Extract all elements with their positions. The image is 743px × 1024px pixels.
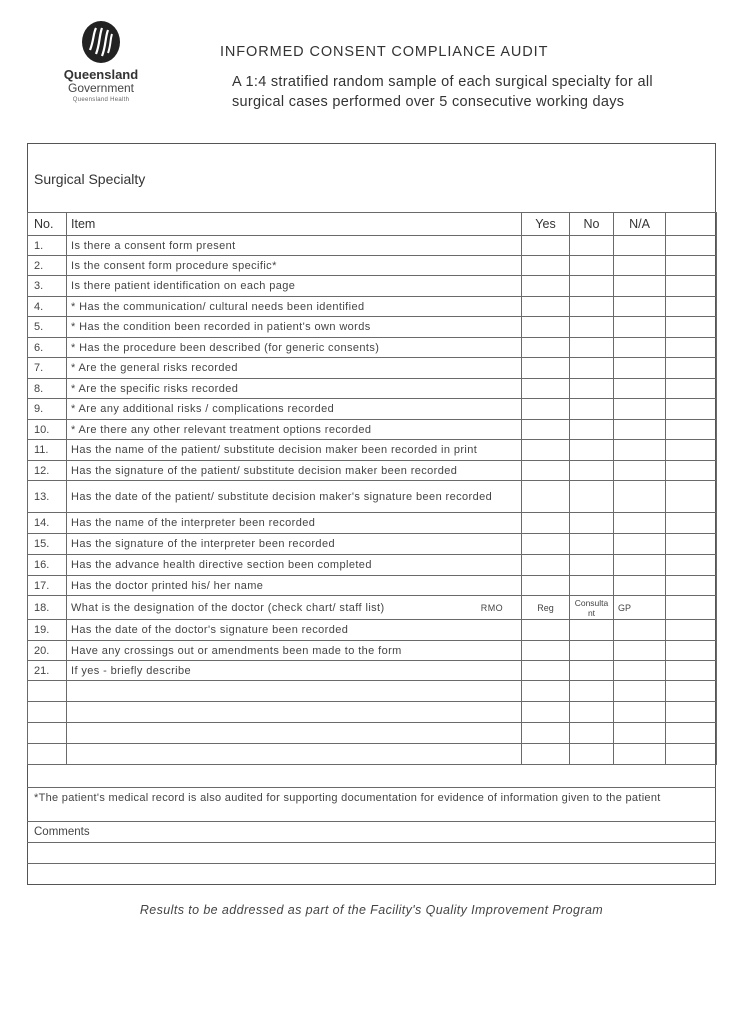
row-item: What is the designation of the doctor (check chart/ staff list) [71,601,385,614]
row-item: * Has the procedure been described (for generic consents) [67,338,522,358]
row-number: 5. [28,317,67,338]
no-cell[interactable] [570,576,614,596]
yes-cell[interactable] [522,358,570,379]
yes-cell[interactable] [522,620,570,641]
row-number: 10. [28,420,67,440]
no-cell[interactable] [570,641,614,661]
table-row [28,236,717,256]
row-item: Has the signature of the patient/ substitute decision maker been recorded [67,461,522,481]
yes-cell[interactable] [522,276,570,297]
yes-cell[interactable] [522,399,570,420]
table-row [28,317,717,338]
table-row [28,555,717,576]
blank-cell [666,534,717,555]
row-item: Has the date of the patient/ substitute decision maker's signature been recorded [67,481,522,513]
table-row [28,379,717,399]
no-cell[interactable] [570,276,614,297]
row-number: 13. [28,481,67,513]
yes-cell[interactable] [522,317,570,338]
table-row [28,641,717,661]
footnote: *The patient's medical record is also audited for supporting documentation for evidence of information given to the patient [34,792,661,804]
na-cell[interactable] [614,358,666,379]
table-row [28,513,717,534]
blank-row [28,744,717,765]
column-header-item: Item [67,213,522,236]
blank-cell [666,379,717,399]
row-item: * Are the specific risks recorded [67,379,522,399]
column-header-yes: Yes [522,213,570,236]
row-number: 3. [28,276,67,297]
table-row [28,461,717,481]
na-cell[interactable] [614,399,666,420]
na-cell[interactable] [614,297,666,317]
no-cell[interactable] [570,256,614,276]
row-item: * Has the condition been recorded in patient's own words [67,317,522,338]
yes-cell[interactable] [522,534,570,555]
row-number: 11. [28,440,67,461]
row-item: Has the name of the interpreter been recorded [67,513,522,534]
na-cell[interactable] [614,317,666,338]
na-cell[interactable] [614,256,666,276]
blank-cell [666,297,717,317]
na-cell[interactable] [614,555,666,576]
row-number: 18. [28,596,67,620]
blank-cell [666,620,717,641]
row-number: 8. [28,379,67,399]
blank-cell [666,236,717,256]
option-gp[interactable]: GP [614,596,666,620]
table-row [28,338,717,358]
column-header-na: N/A [614,213,666,236]
no-cell[interactable] [570,236,614,256]
no-cell[interactable] [570,358,614,379]
table-row [28,276,717,297]
na-cell[interactable] [614,661,666,681]
org-name-line1: Queensland [63,67,139,82]
no-cell[interactable] [570,297,614,317]
blank-cell [666,513,717,534]
blank-cell [666,338,717,358]
row-item: Has the advance health directive section been completed [67,555,522,576]
na-cell[interactable] [614,276,666,297]
row-number: 6. [28,338,67,358]
yes-cell[interactable] [522,236,570,256]
comments-line[interactable] [27,863,716,864]
na-cell[interactable] [614,576,666,596]
no-cell[interactable] [570,317,614,338]
table-row [28,256,717,276]
blank-cell [666,276,717,297]
yes-cell[interactable] [522,481,570,513]
yes-cell[interactable] [522,420,570,440]
comments-label: Comments [34,826,90,838]
option-consultant[interactable]: Consultant [570,596,614,620]
yes-cell[interactable] [522,338,570,358]
table-row [28,481,717,513]
no-cell[interactable] [570,420,614,440]
na-cell[interactable] [614,420,666,440]
row-item: Has the date of the doctor's signature been recorded [67,620,522,641]
table-row [28,620,717,641]
table-row [28,576,717,596]
na-cell[interactable] [614,641,666,661]
row-number: 2. [28,256,67,276]
yes-cell[interactable] [522,440,570,461]
na-cell[interactable] [614,379,666,399]
yes-cell[interactable] [522,555,570,576]
row-number: 7. [28,358,67,379]
row-item: * Are the general risks recorded [67,358,522,379]
row-item: Has the name of the patient/ substitute decision maker been recorded in print [67,440,522,461]
no-cell[interactable] [570,661,614,681]
document-title: INFORMED CONSENT COMPLIANCE AUDIT [220,44,549,60]
yes-cell[interactable] [522,513,570,534]
blank-cell [666,661,717,681]
table-header-row [28,213,717,236]
na-cell[interactable] [614,338,666,358]
row-number: 14. [28,513,67,534]
blank-row [28,702,717,723]
blank-cell [666,420,717,440]
table-row [28,297,717,317]
row-number: 9. [28,399,67,420]
blank-cell [666,555,717,576]
na-cell[interactable] [614,620,666,641]
blank-cell [666,358,717,379]
row-number: 21. [28,661,67,681]
row-number: 16. [28,555,67,576]
queensland-government-logo [46,20,156,105]
blank-cell [666,399,717,420]
row-item: If yes - briefly describe [67,661,522,681]
option-reg[interactable]: Reg [522,596,570,620]
row-item: * Are there any other relevant treatment options recorded [67,420,522,440]
footer-note: Results to be addressed as part of the Facility's Quality Improvement Program [139,903,604,917]
row-number: 1. [28,236,67,256]
no-cell[interactable] [570,620,614,641]
column-header-blank [666,213,717,236]
no-cell[interactable] [570,379,614,399]
row-item: Is the consent form procedure specific* [67,256,522,276]
blank-cell [666,596,717,620]
na-cell[interactable] [614,534,666,555]
blank-entry-cell[interactable] [67,681,522,702]
table-row [28,596,717,620]
row-item: * Has the communication/ cultural needs been identified [67,297,522,317]
option-rmo[interactable]: RMO [480,602,503,613]
blank-cell [666,461,717,481]
table-row [28,399,717,420]
no-cell[interactable] [570,399,614,420]
row-item: Has the doctor printed his/ her name [67,576,522,596]
blank-cell [666,317,717,338]
blank-entry-cell[interactable] [67,702,522,723]
row-item: Have any crossings out or amendments been made to the form [67,641,522,661]
na-cell[interactable] [614,481,666,513]
blank-cell [666,641,717,661]
org-name-line2: Government [67,81,135,95]
row-number: 15. [28,534,67,555]
blank-cell [666,481,717,513]
row-number: 17. [28,576,67,596]
yes-cell[interactable] [522,461,570,481]
blank-entry-cell[interactable] [67,723,522,744]
row-number: 20. [28,641,67,661]
document-subtitle: A 1:4 stratified random sample of each surgical specialty for all surgical cases performed over 5 consecutive working days [232,74,653,110]
org-name-line3: Queensland Health [72,97,130,103]
crest-icon [81,20,121,64]
yes-cell[interactable] [522,661,570,681]
yes-cell[interactable] [522,576,570,596]
audit-table [27,212,717,765]
no-cell[interactable] [570,461,614,481]
na-cell[interactable] [614,461,666,481]
na-cell[interactable] [614,513,666,534]
blank-entry-cell[interactable] [67,744,522,765]
row-item: Has the signature of the interpreter been recorded [67,534,522,555]
column-header-no-answer: No [570,213,614,236]
yes-cell[interactable] [522,297,570,317]
yes-cell[interactable] [522,256,570,276]
yes-cell[interactable] [522,379,570,399]
blank-row [28,723,717,744]
blank-cell [666,576,717,596]
row-number: 12. [28,461,67,481]
section-title: Surgical Specialty [34,171,146,187]
no-cell[interactable] [570,338,614,358]
divider [27,821,716,822]
blank-cell [666,256,717,276]
table-row [28,534,717,555]
blank-cell [666,440,717,461]
row-item: Is there a consent form present [67,236,522,256]
row-number: 4. [28,297,67,317]
no-cell[interactable] [570,555,614,576]
table-row [28,358,717,379]
divider [27,787,716,788]
table-row [28,420,717,440]
no-cell[interactable] [570,534,614,555]
yes-cell[interactable] [522,641,570,661]
na-cell[interactable] [614,440,666,461]
na-cell[interactable] [614,236,666,256]
comments-line[interactable] [27,842,716,843]
blank-row [28,681,717,702]
table-row [28,661,717,681]
row-number: 19. [28,620,67,641]
row-item: Is there patient identification on each page [67,276,522,297]
no-cell[interactable] [570,513,614,534]
no-cell[interactable] [570,440,614,461]
row-item: * Are any additional risks / complications recorded [67,399,522,420]
row-item-designation [67,596,522,620]
no-cell[interactable] [570,481,614,513]
table-row [28,440,717,461]
column-header-no: No. [28,213,67,236]
